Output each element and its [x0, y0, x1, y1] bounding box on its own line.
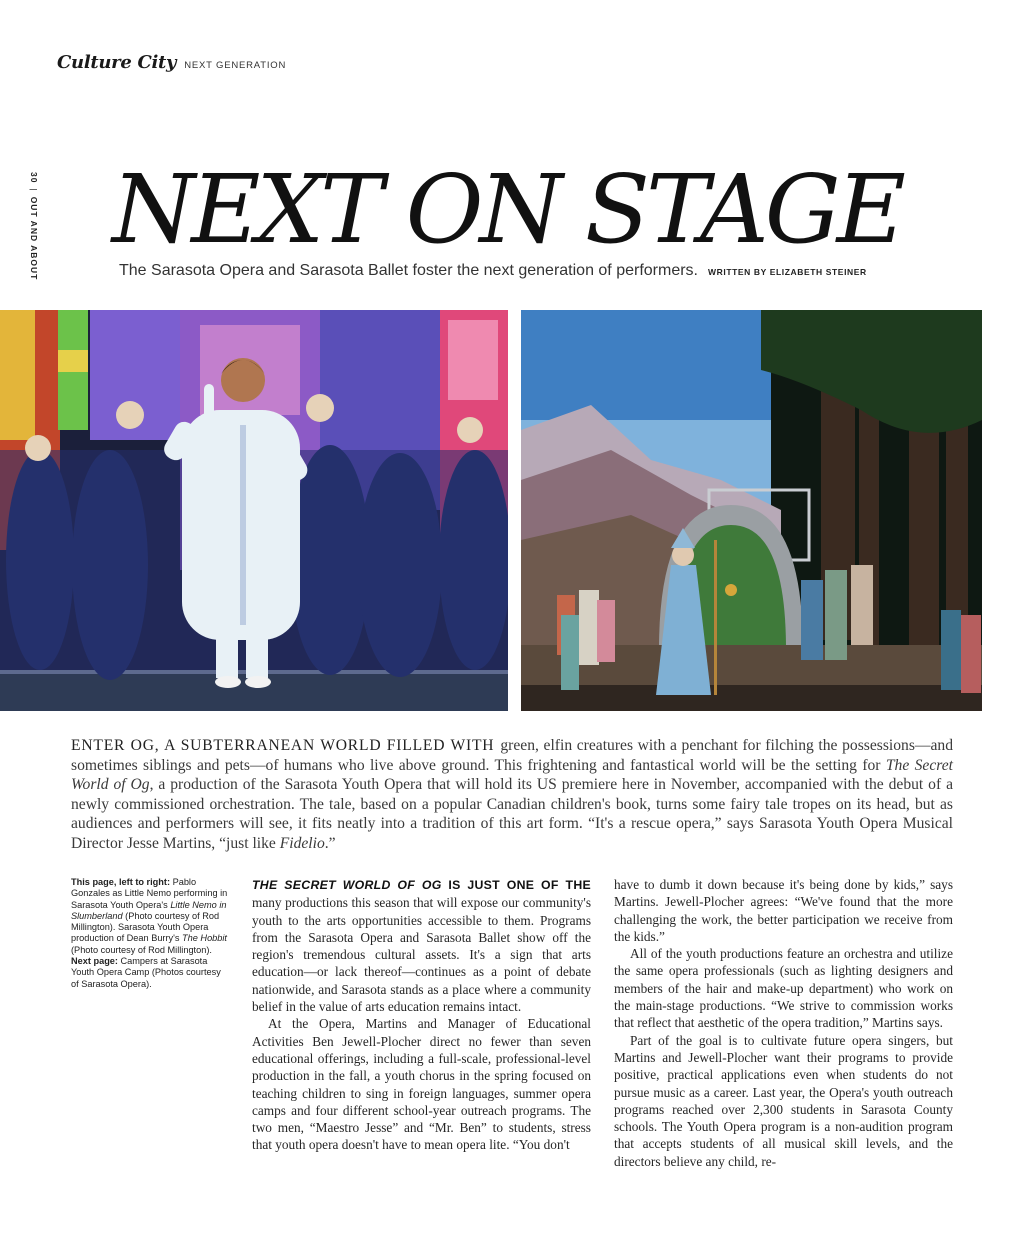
run-in-rest: IS JUST ONE OF THE	[441, 878, 591, 892]
article-subtitle: The Sarasota Opera and Sarasota Ballet foster the next generation of performers.	[119, 262, 698, 279]
caption-text: (Photo courtesy of Rod Millington).	[71, 944, 212, 955]
body-paragraph	[252, 876, 591, 1015]
intro-title-og: The Secret World of Og	[71, 756, 954, 793]
caption-text: (Photo courtesy of Rod Millington). Sarasota Youth Opera production of Dean Burry's	[71, 910, 220, 944]
intro-paragraph	[71, 736, 953, 853]
caption-text: Pablo Gonzales as Little Nemo performing in Sarasota Youth Opera's	[71, 877, 228, 910]
photo-little-nemo	[0, 310, 508, 711]
section-label: NEXT GENERATION	[184, 60, 287, 71]
caption-italic: Little Nemo in Slumberland	[71, 899, 227, 921]
intro-text: , a production of the Sarasota Youth Opera that will hold its US premiere here in November, accompanied with the debut of a newly commissioned orchestration. The tale, based on a popular Canadian children's book, turns some fairy tale tropes on its head, but as audiences and performers will see, it fits neatly into a tradition of this art form. “It's a rescue opera,” says Sarasota Youth Opera Musical Director Jesse Martins, “just like	[71, 776, 953, 852]
run-in-title: THE SECRET WORLD OF OG	[252, 878, 442, 892]
body-paragraph: Part of the goal is to cultivate future opera singers, but Martins and Jewell-Plocher want their programs to provide positive, practical applications even when students do not pursue music as a career. Last year, the Opera's youth outreach programs reached over 2,300 students in Sarasota County schools. The Youth Opera program is a non-audition program that accepts students of all musical skill levels, and the directors believe any child, re-	[614, 1032, 953, 1169]
caption-text: Campers at Sarasota Youth Opera Camp (Photos courtesy of Sarasota Opera).	[71, 956, 221, 989]
body-column-right	[614, 876, 953, 1170]
intro-text: .”	[324, 834, 336, 852]
body-column-middle	[252, 876, 591, 1154]
caption-italic: The Hobbit	[182, 933, 227, 944]
magazine-section-logo: Culture City	[57, 52, 177, 73]
running-header	[57, 52, 286, 73]
intro-title-fidelio: Fidelio	[279, 834, 325, 852]
body-paragraph: All of the youth productions feature an orchestra and utilize the same opera professionals (such as lighting designers and members of the hair and make-up department) who work on the main-stage productions. “We strive to commission works that reflect that aesthetic of the opera tradition,” Martins says.	[614, 946, 953, 1031]
caption-label: This page, left to right:	[71, 877, 171, 887]
folio-separator: |	[29, 188, 39, 192]
page-number: 30	[29, 172, 39, 184]
run-in-head	[252, 878, 591, 892]
photo-the-hobbit	[521, 310, 982, 711]
folio-section: OUT AND ABOUT	[29, 196, 39, 281]
intro-text: green, elfin creatures with a penchant for filching the possessions—and sometimes siblings and pets—of humans who live above ground. This frightening and fantastical world will be the setting for	[71, 737, 954, 774]
body-text: many productions this season that will expose our community's youth to the arts opportunities accessible to them. Programs from the Sarasota Opera and Sarasota Ballet show off the region's tremendous cultural assets. It's a sign that arts education—or lack thereof—continues as a point of debate nationwide, and Sarasota stands as a place where a community belief in the value of arts education remains intact.	[252, 895, 591, 1015]
body-paragraph: At the Opera, Martins and Manager of Educational Activities Ben Jewell-Plocher direct no fewer than seven educational offerings, including a full-scale, professional-level production in the fall, a youth chorus in the spring focused on teaching children to sing in foreign languages, summer opera camps and four different school-year outreach programs. The two men, “Maestro Jesse” and “Mr. Ben” to students, stress that youth opera doesn't have to mean opera lite. “You don't	[252, 1016, 591, 1153]
article-title: NEXT ON STAGE	[112, 155, 902, 265]
article-byline: WRITTEN BY ELIZABETH STEINER	[708, 267, 867, 277]
caption-label: Next page:	[71, 956, 118, 967]
article-deck	[119, 262, 867, 280]
page-folio	[26, 172, 40, 287]
intro-lead-in: ENTER OG, A SUBTERRANEAN WORLD FILLED WITH	[71, 737, 495, 754]
photo-caption	[71, 877, 229, 990]
body-paragraph: have to dumb it down because it's being done by kids,” says Martins. Jewell-Plocher agrees: “We've found that the more challenging the work, the better participation we receive from the kids.”	[614, 877, 953, 944]
